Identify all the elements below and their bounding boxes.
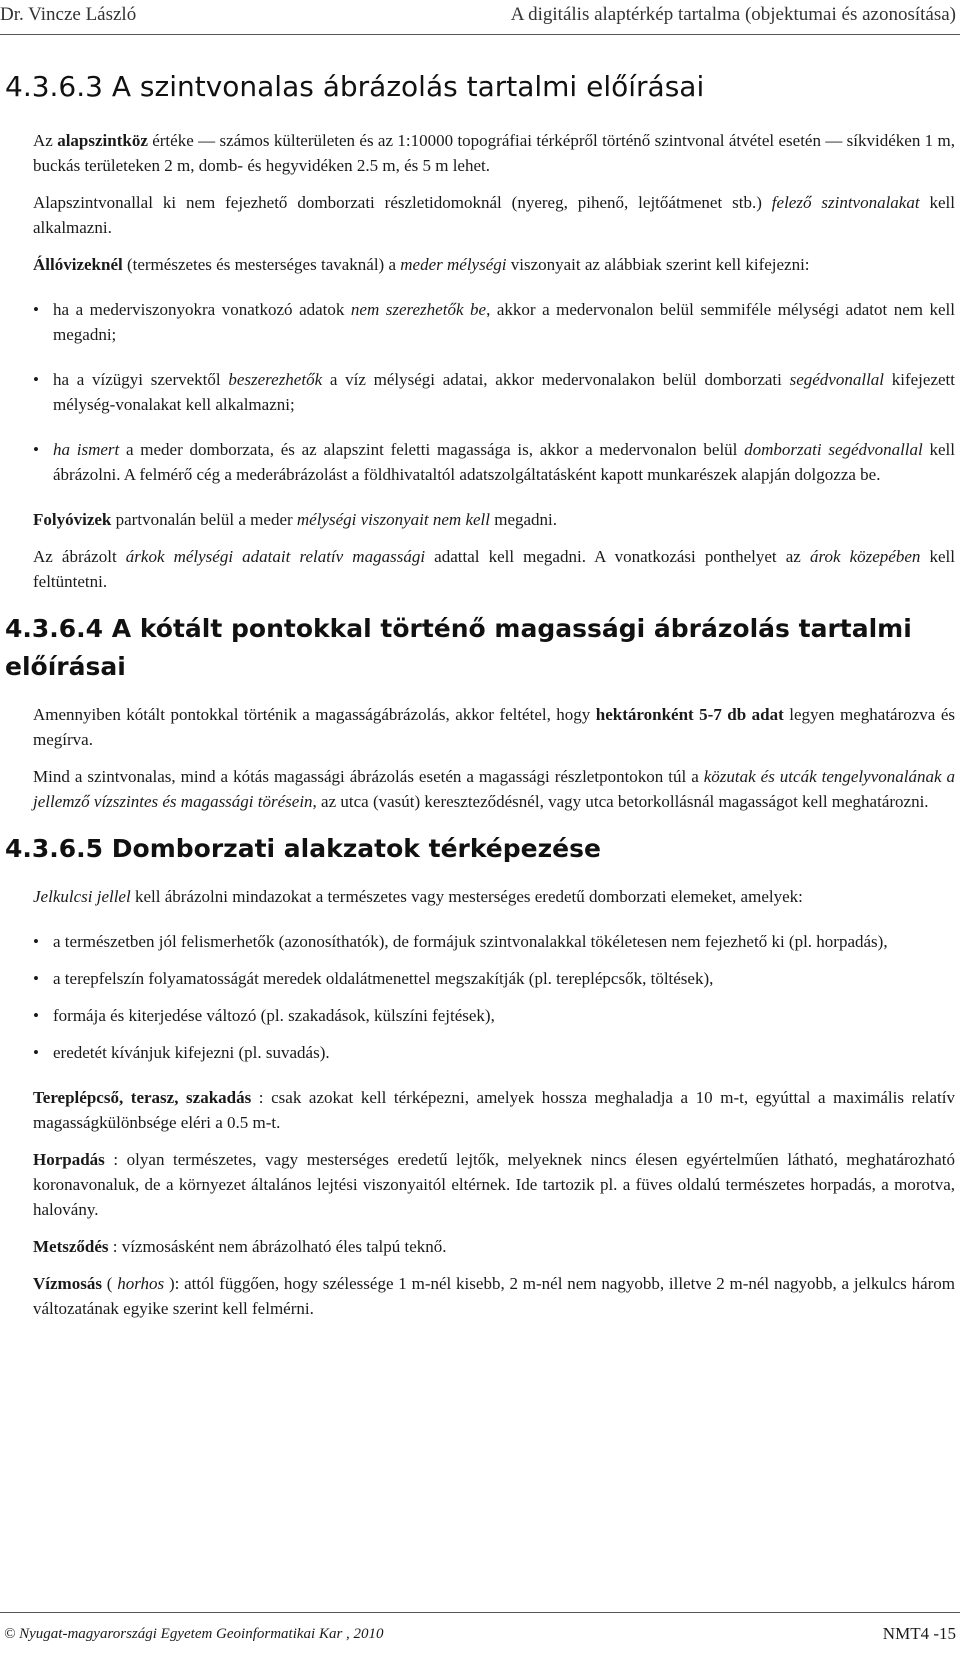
paragraph-alapszintkoz: Az alapszintköz értéke — számos külterületen és az 1:10000 topográfiai térképről történő szintvonal átvétel esetén — síkvidéken 1 m, buckás területeken 2 m, domb- és hegyvidéken 2.5 m, és 5 m lehet.: [33, 131, 956, 175]
section-heading-4-3-6-4: 4.3.6.4 A kótált pontokkal történő magassági ábrázolás tartalmi előírásai: [5, 614, 912, 681]
list-item: • ha ismert a meder domborzata, és az alapszint feletti magassága is, akkor a medervonalon belül domborzati segédvonallal kell ábrázolni. A felmérő cég a mederábrázolást a földhivataltól adatszolgáltatásként kapott munkarészek alapján dolgozza be.: [33, 440, 955, 484]
list-item: • ha a vízügyi szervektől beszerezhetők a víz mélységi adatai, akkor medervonalakon belül domborzati segédvonallal kifejezett mélység-vonalakat kell alkalmazni;: [33, 370, 955, 414]
page-header: [0, 0, 960, 42]
list-item: • a terepfelszín folyamatosságát meredek oldalátmenettel megszakítják (pl. tereplépcsők, töltések),: [33, 969, 714, 988]
header-title: A digitális alaptérkép tartalma (objektumai és azonosítása): [510, 4, 956, 25]
paragraph-vizmosas: Vízmosás ( horhos ): attól függően, hogy szélessége 1 m-nél kisebb, 2 m-nél nem nagyobb, illetve 2 m-nél nagyobb, a jelkulcs három változatának egyike szerint kell felmérni.: [33, 1274, 955, 1318]
paragraph-felezo-szintvonal: Alapszintvonallal ki nem fejezhető domborzati részletidomoknál (nyereg, pihenő, lejtőátmenet stb.) felező szintvonalakat kell alkalmazni.: [33, 193, 955, 237]
footer-rule: [0, 1612, 960, 1613]
header-rule: [0, 34, 960, 35]
page-number: NMT4 -15: [882, 1624, 956, 1643]
paragraph-hektaronkent: Amennyiben kótált pontokkal történik a magasságábrázolás, akkor feltétel, hogy hektáronként 5-7 db adat legyen meghatározva és megírva.: [33, 705, 955, 749]
paragraph-metszodes: Metsződés : vízmosásként nem ábrázolható éles talpú teknő.: [33, 1237, 447, 1256]
footer-copyright: © Nyugat-magyarországi Egyetem Geoinformatikai Kar , 2010: [4, 1626, 384, 1642]
paragraph-arkok: Az ábrázolt árkok mélységi adatait relatív magassági adattal kell megadni. A vonatkozási ponthelyet az árok közepében kell feltüntetni.: [33, 547, 955, 591]
list-item: • eredetét kívánjuk kifejezni (pl. suvadás).: [33, 1043, 330, 1062]
page-footer: [0, 1612, 960, 1652]
paragraph-kozutak: Mind a szintvonalas, mind a kótás magassági ábrázolás esetén a magassági részletpontokon túl a közutak és utcák tengelyvonalának a jellemző vízszintes és magassági törésein, az utca (vasút) kereszteződésnél, vagy utca betorkollásnál magasságot kell meghatározni.: [33, 767, 955, 811]
section-heading-4-3-6-3: 4.3.6.3 A szintvonalas ábrázolás tartalmi előírásai: [5, 70, 705, 103]
page-content: [5, 70, 956, 1321]
list-item: • ha a mederviszonyokra vonatkozó adatok nem szerezhetők be, akkor a medervonalon belül semmiféle mélységi adatot nem kell megadni;: [33, 300, 955, 344]
header-author: Dr. Vincze László: [0, 4, 137, 25]
allovizek-list: [33, 297, 955, 487]
list-item: • a természetben jól felismerhetők (azonosíthatók), de formájuk szintvonalakkal tökéletesen nem fejezhető ki (pl. horpadás),: [33, 932, 888, 951]
paragraph-tereplepcso: Tereplépcső, terasz, szakadás : csak azokat kell térképezni, amelyek hossza meghaladja a 10 m-t, egyúttal a maximális relatív magasságkülönbsége eléri a 0.5 m-t.: [33, 1088, 956, 1132]
list-item: • formája és kiterjedése változó (pl. szakadások, külszíni fejtések),: [33, 1006, 495, 1025]
domborzati-elemek-list: [33, 929, 955, 1065]
paragraph-horpadas: Horpadás : olyan természetes, vagy mesterséges eredetű lejtők, melyeknek nincs élesen egyértelműen látható, meghatározható koronavonaluk, de a környezet általános lejtési viszonyaitól eltérnek. Ide tartozik pl. a füves oldalú természetes horpadás, a morotva, halovány.: [33, 1150, 955, 1219]
paragraph-allovizek: Állóvizeknél (természetes és mesterséges tavaknál) a meder mélységi viszonyait az alábbiak szerint kell kifejezni:: [33, 255, 810, 274]
paragraph-jelkulcsi-jellel: Jelkulcsi jellel kell ábrázolni mindazokat a természetes vagy mesterséges eredetű domborzati elemeket, amelyek:: [33, 887, 803, 906]
section-heading-4-3-6-5: 4.3.6.5 Domborzati alakzatok térképezése: [5, 834, 601, 863]
paragraph-folyovizek: Folyóvizek partvonalán belül a meder mélységi viszonyait nem kell megadni.: [33, 510, 558, 529]
